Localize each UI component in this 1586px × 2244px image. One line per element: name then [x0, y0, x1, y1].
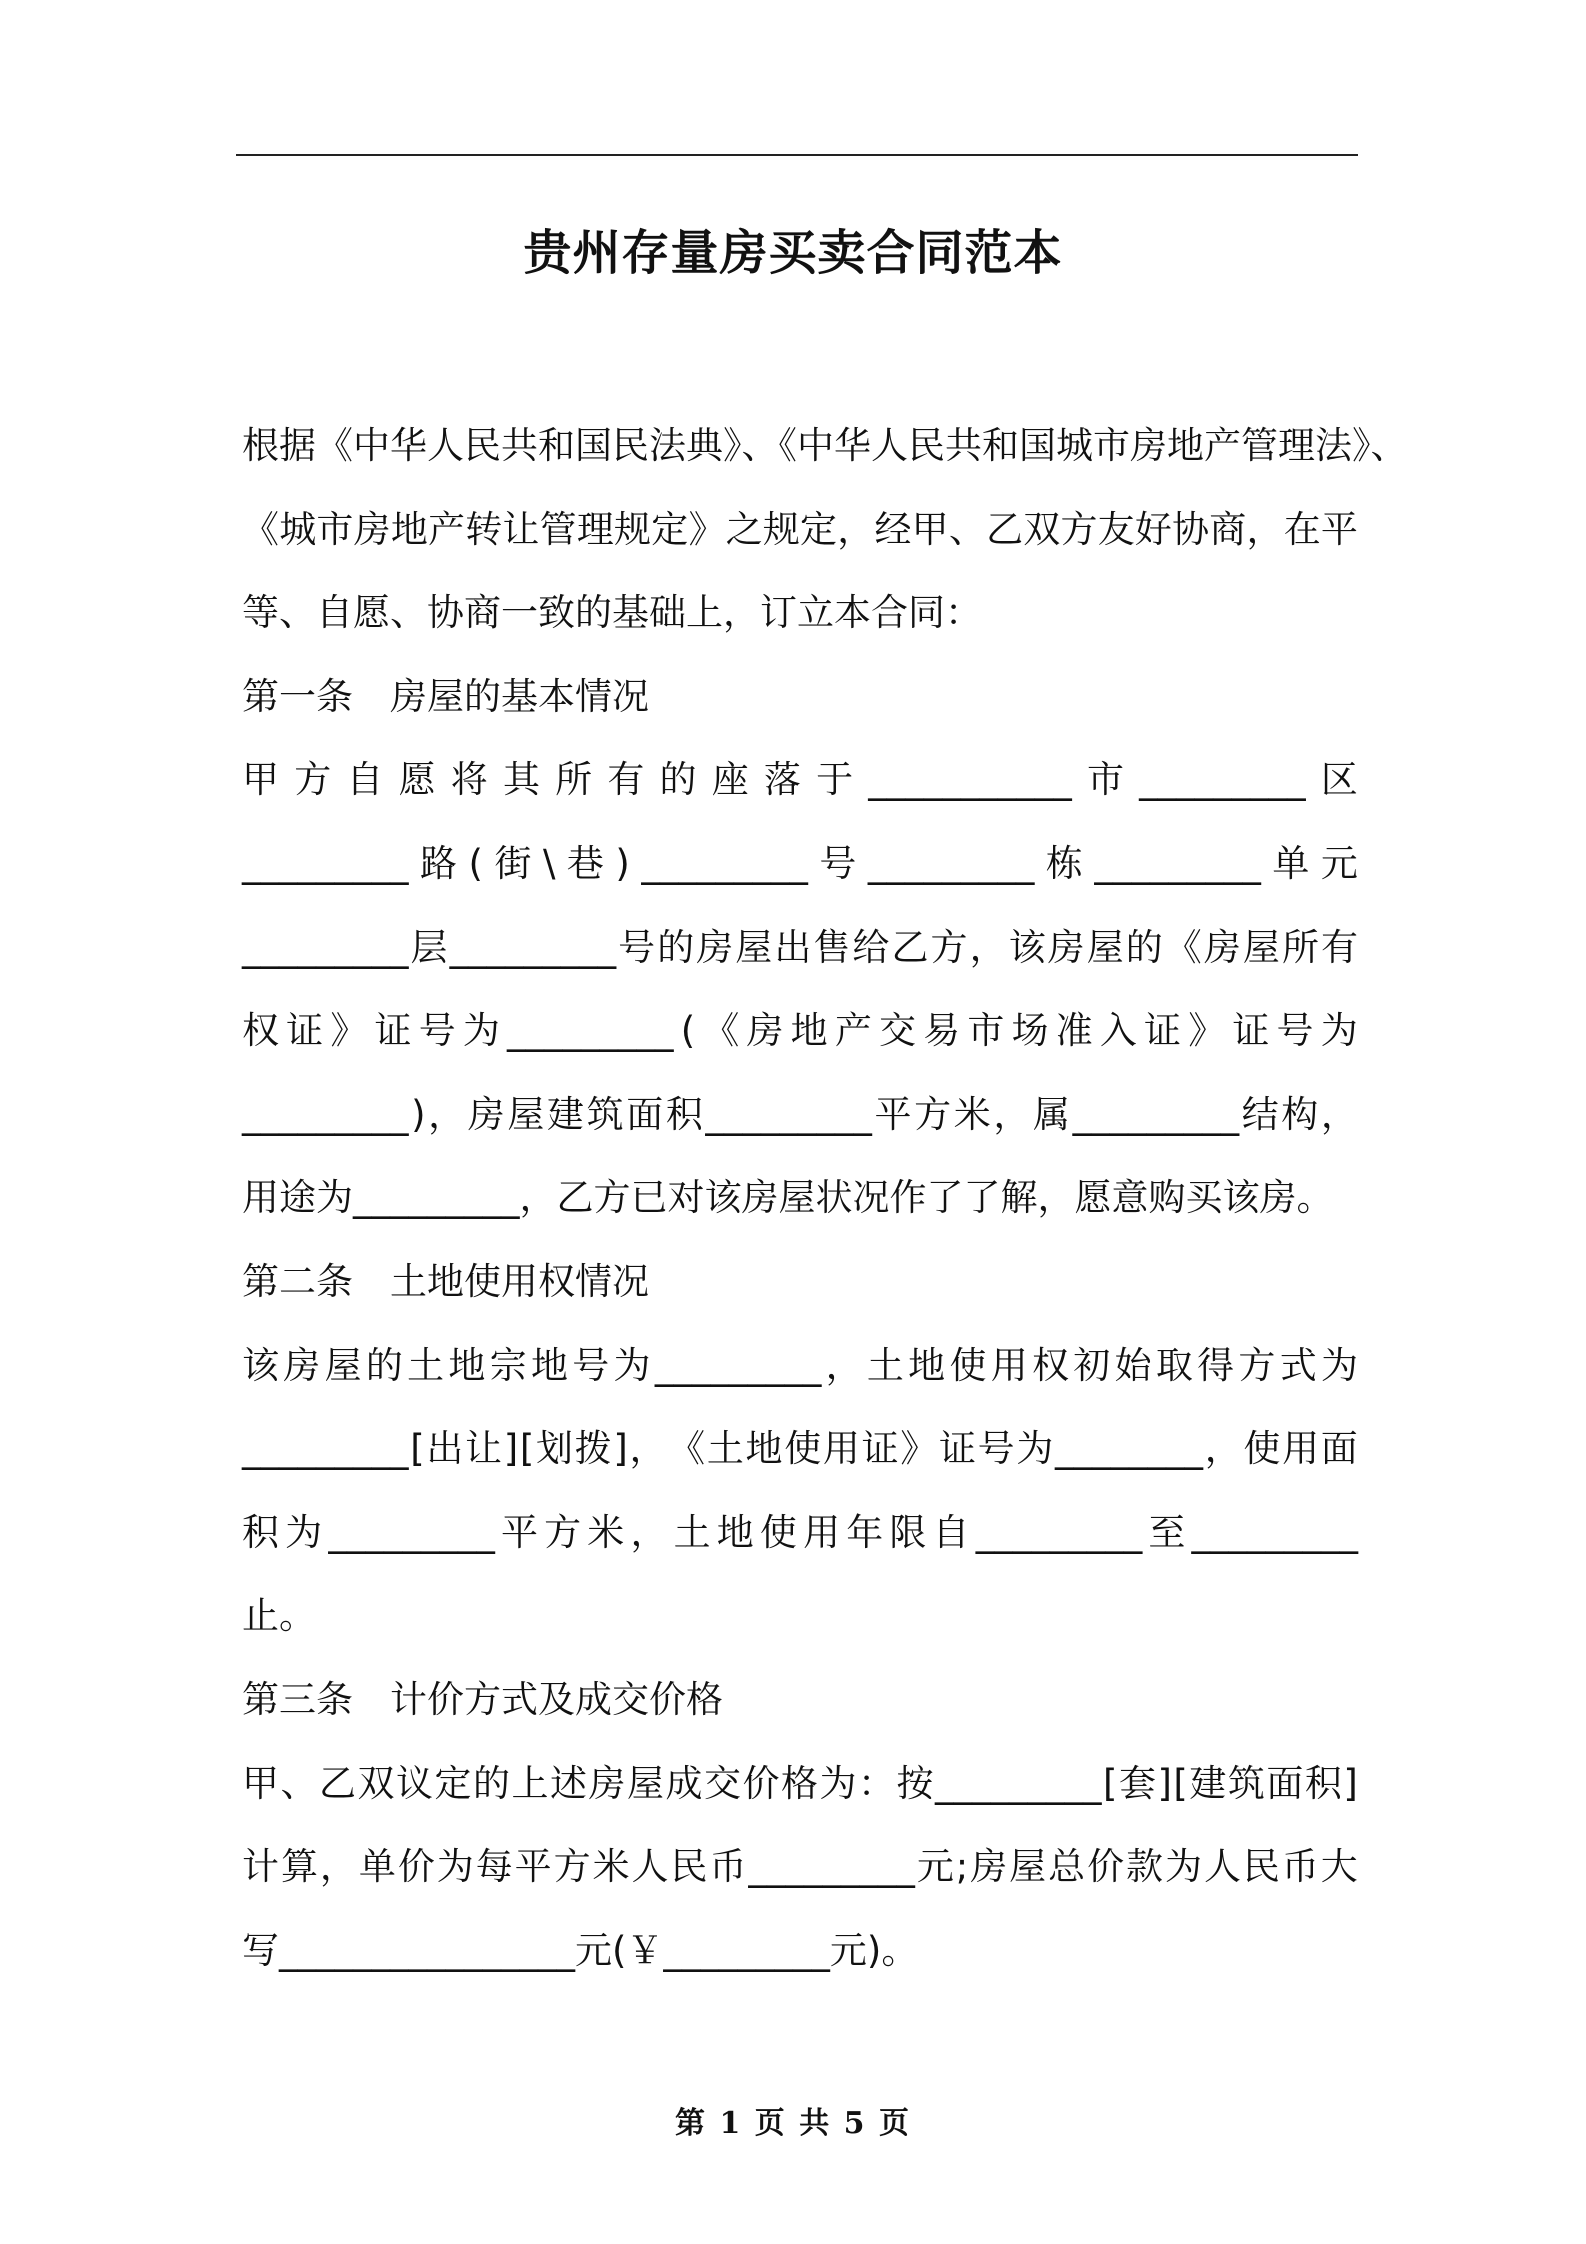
body-line: 该 房 屋 的 土 地 宗 地 号 为 _________ ， 土 地 使 用 权 初 始 取 得 方 式 为 — [242, 1343, 1358, 1387]
body-line: _________ ) ， 房 屋 建 筑 面 积 _________ 平 方 米 ， 属 _________ 结 构 ， — [242, 1092, 1358, 1136]
body-line: 甲 方 自 愿 将 其 所 有 的 座 落 于 ___________ 市 _________ 区 — [242, 758, 1358, 802]
page-number: 第 1 页 共 5 页 — [675, 2106, 911, 2141]
body-line: _________ 路 ( 街 \ 巷 ) _________ 号 _________ 栋 _________ 单 元 — [242, 841, 1358, 885]
body-line: 用途为_________，乙方已对该房屋状况作了了解，愿意购买该房。 — [242, 1176, 1334, 1220]
contract-body — [242, 404, 1408, 1992]
body-line: 等、自愿、协商一致的基础上，订立本合同： — [242, 591, 982, 635]
section-heading: 第二条 土地使用权情况 — [242, 1259, 649, 1303]
section-heading: 第三条 计价方式及成交价格 — [242, 1677, 723, 1721]
body-line: 止。 — [242, 1594, 316, 1638]
body-line: 积 为 _________ 平 方 米 ， 土 地 使 用 年 限 自 _________ 至 _________ — [242, 1510, 1358, 1554]
section-heading: 第一条 房屋的基本情况 — [242, 674, 649, 718]
body-line: _________ 层 _________ 号 的 房 屋 出 售 给 乙 方 ， 该 房 屋 的 《 房 屋 所 有 — [242, 925, 1358, 969]
document-title: 贵州存量房买卖合同范本 — [523, 225, 1063, 281]
body-line: 根据《中华人民共和国民法典》、《中华人民共和国城市房地产管理法》、 — [242, 424, 1408, 467]
body-line: 写________________元(￥_________元)。 — [242, 1928, 919, 1972]
header-rule — [236, 154, 1358, 156]
body-line: 权 证 》 证 号 为 _________ ( 《 房 地 产 交 易 市 场 准 入 证 》 证 号 为 — [242, 1009, 1358, 1053]
body-line: _________ [ 出 让 ] [ 划 拨 ] ， 《 土 地 使 用 证 》 证 号 为 ________ ， 使 用 面 — [242, 1427, 1358, 1471]
body-line: 计 算 ， 单 价 为 每 平 方 米 人 民 币 _________ 元 ; 房 屋 总 价 款 为 人 民 币 大 — [242, 1845, 1358, 1889]
body-line: 甲 、 乙 双 议 定 的 上 述 房 屋 成 交 价 格 为 ： 按 _________ [ 套 ] [ 建 筑 面 积 ] — [242, 1761, 1358, 1805]
body-line: 《 城 市 房 地 产 转 让 管 理 规 定 》 之 规 定 ， 经 甲 、 乙 双 方 友 好 协 商 ， 在 平 — [242, 507, 1358, 551]
